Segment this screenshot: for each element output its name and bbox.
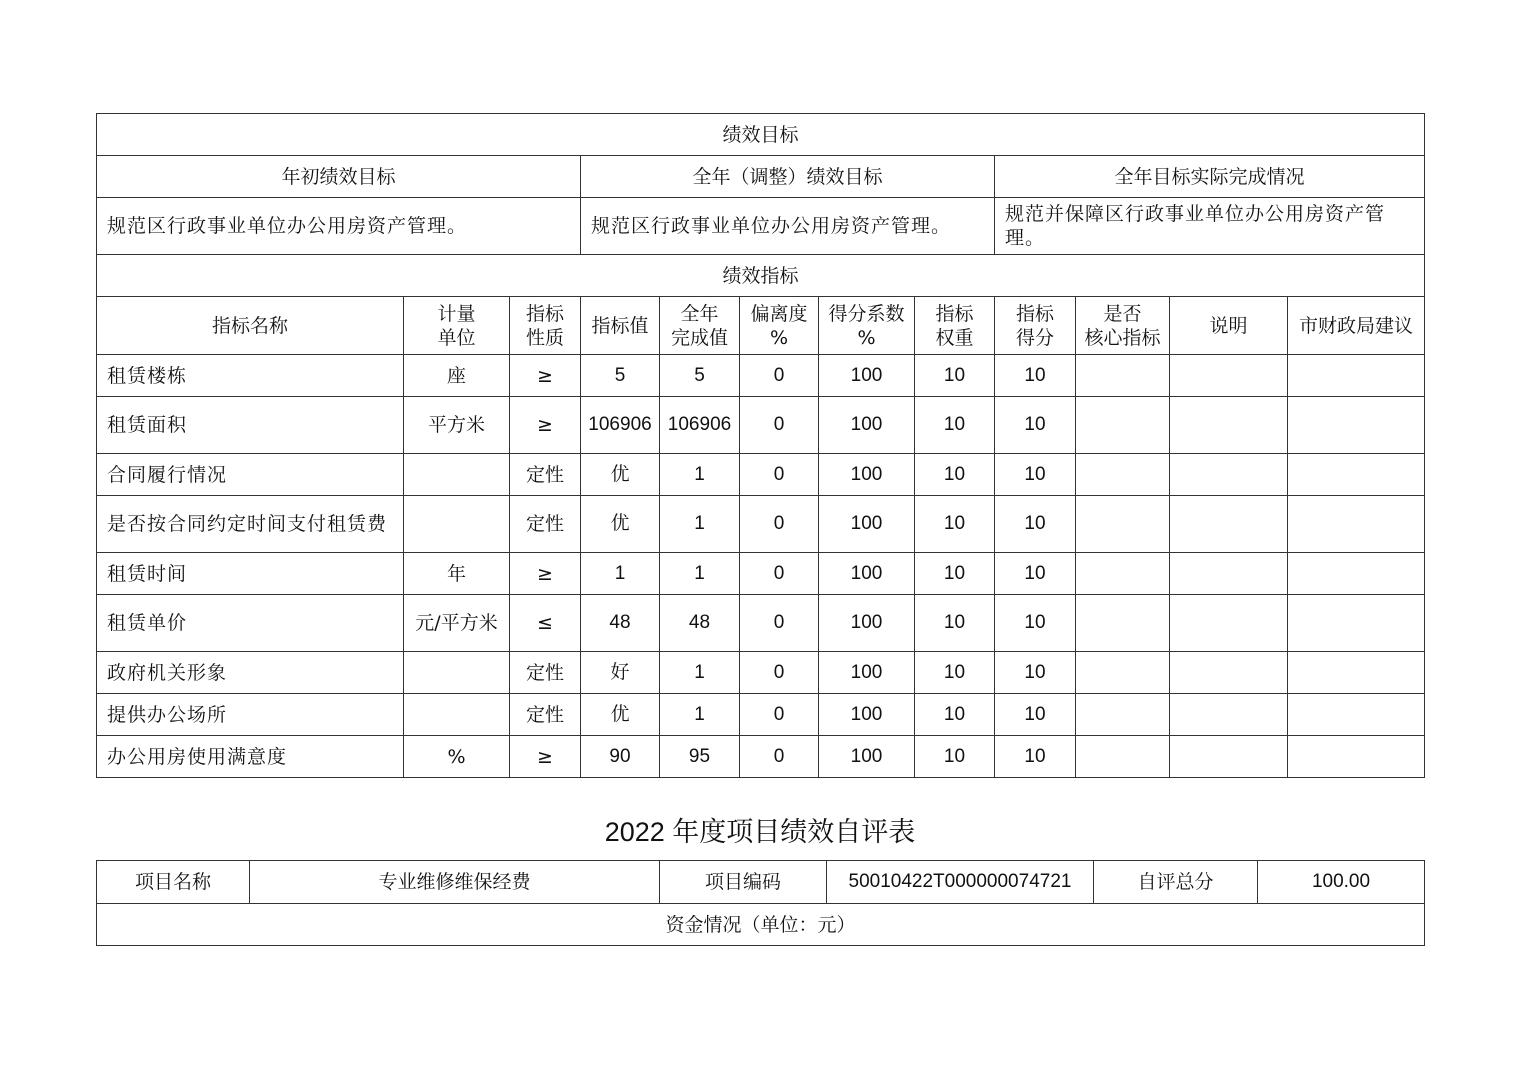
cell-actual-value: 106906: [660, 397, 740, 454]
cell-score-coefficient: 100: [819, 736, 915, 778]
cell-finance-advice: [1288, 553, 1425, 595]
cell-finance-advice: [1288, 595, 1425, 652]
cell-unit: 年: [404, 553, 510, 595]
cell-actual-value: 1: [660, 694, 740, 736]
cell-core-indicator: [1076, 397, 1170, 454]
goal-col-adjusted: 全年（调整）绩效目标: [581, 156, 995, 198]
cell-deviation: 0: [740, 736, 819, 778]
cell-target-value: 优: [581, 694, 660, 736]
cell-nature: ≥: [510, 355, 581, 397]
cell-indicator-name: 是否按合同约定时间支付租赁费: [97, 496, 404, 553]
cell-score: 10: [995, 397, 1076, 454]
cell-score-coefficient: 100: [819, 652, 915, 694]
indicator-section-header: 绩效指标: [97, 255, 1425, 297]
cell-score: 10: [995, 454, 1076, 496]
cell-score: 10: [995, 595, 1076, 652]
col-header-deviation: 偏离度 %: [740, 297, 819, 355]
cell-score-coefficient: 100: [819, 595, 915, 652]
cell-deviation: 0: [740, 652, 819, 694]
cell-note: [1170, 454, 1288, 496]
cell-indicator-name: 办公用房使用满意度: [97, 736, 404, 778]
cell-nature: ≤: [510, 595, 581, 652]
cell-unit: [404, 454, 510, 496]
project-code-value: 50010422T000000074721: [827, 861, 1094, 904]
col-header-finance-advice: 市财政局建议: [1288, 297, 1425, 355]
cell-indicator-name: 提供办公场所: [97, 694, 404, 736]
cell-weight: 10: [915, 454, 995, 496]
table-row: [97, 553, 1425, 595]
cell-unit: %: [404, 736, 510, 778]
cell-score-coefficient: 100: [819, 553, 915, 595]
cell-actual-value: 1: [660, 454, 740, 496]
cell-nature: ≥: [510, 553, 581, 595]
performance-table: [96, 113, 1425, 778]
cell-core-indicator: [1076, 694, 1170, 736]
cell-core-indicator: [1076, 454, 1170, 496]
cell-indicator-name: 租赁面积: [97, 397, 404, 454]
cell-score: 10: [995, 736, 1076, 778]
col-header-target-value: 指标值: [581, 297, 660, 355]
cell-target-value: 好: [581, 652, 660, 694]
cell-weight: 10: [915, 652, 995, 694]
cell-unit: [404, 694, 510, 736]
table-row: [97, 454, 1425, 496]
col-header-core-indicator: 是否 核心指标: [1076, 297, 1170, 355]
cell-score: 10: [995, 355, 1076, 397]
cell-note: [1170, 496, 1288, 553]
cell-note: [1170, 694, 1288, 736]
cell-target-value: 优: [581, 454, 660, 496]
col-header-indicator-name: 指标名称: [97, 297, 404, 355]
project-name-label: 项目名称: [97, 861, 250, 904]
project-code-label: 项目编码: [660, 861, 827, 904]
table-row: [97, 397, 1425, 454]
cell-nature: ≥: [510, 397, 581, 454]
table-row: [97, 595, 1425, 652]
cell-weight: 10: [915, 736, 995, 778]
cell-actual-value: 5: [660, 355, 740, 397]
cell-finance-advice: [1288, 355, 1425, 397]
cell-score-coefficient: 100: [819, 355, 915, 397]
cell-weight: 10: [915, 355, 995, 397]
cell-deviation: 0: [740, 595, 819, 652]
cell-weight: 10: [915, 694, 995, 736]
goal-value-initial: 规范区行政事业单位办公用房资产管理。: [97, 198, 581, 255]
cell-actual-value: 1: [660, 652, 740, 694]
cell-core-indicator: [1076, 652, 1170, 694]
col-header-score-coefficient: 得分系数 %: [819, 297, 915, 355]
col-header-unit: 计量 单位: [404, 297, 510, 355]
cell-target-value: 90: [581, 736, 660, 778]
cell-note: [1170, 355, 1288, 397]
cell-finance-advice: [1288, 694, 1425, 736]
cell-note: [1170, 397, 1288, 454]
cell-score-coefficient: 100: [819, 454, 915, 496]
cell-note: [1170, 736, 1288, 778]
col-header-weight: 指标 权重: [915, 297, 995, 355]
cell-target-value: 优: [581, 496, 660, 553]
cell-target-value: 5: [581, 355, 660, 397]
cell-target-value: 106906: [581, 397, 660, 454]
cell-unit: 座: [404, 355, 510, 397]
table-row: [97, 652, 1425, 694]
cell-note: [1170, 553, 1288, 595]
cell-note: [1170, 595, 1288, 652]
cell-score: 10: [995, 652, 1076, 694]
cell-target-value: 1: [581, 553, 660, 595]
goal-value-actual: 规范并保障区行政事业单位办公用房资产管理。: [995, 198, 1425, 255]
cell-nature: 定性: [510, 496, 581, 553]
funds-section-header: 资金情况（单位：元）: [97, 904, 1425, 946]
cell-core-indicator: [1076, 736, 1170, 778]
cell-deviation: 0: [740, 355, 819, 397]
goal-col-actual: 全年目标实际完成情况: [995, 156, 1425, 198]
table-row: [97, 496, 1425, 553]
cell-note: [1170, 652, 1288, 694]
cell-actual-value: 48: [660, 595, 740, 652]
col-header-nature: 指标 性质: [510, 297, 581, 355]
col-header-note: 说明: [1170, 297, 1288, 355]
cell-score-coefficient: 100: [819, 496, 915, 553]
self-evaluation-title: 2022 年度项目绩效自评表: [604, 817, 916, 847]
cell-score: 10: [995, 694, 1076, 736]
cell-unit: 平方米: [404, 397, 510, 454]
cell-finance-advice: [1288, 496, 1425, 553]
self-score-value: 100.00: [1258, 861, 1425, 904]
cell-unit: 元/平方米: [404, 595, 510, 652]
cell-finance-advice: [1288, 652, 1425, 694]
table-row: [97, 694, 1425, 736]
cell-indicator-name: 政府机关形象: [97, 652, 404, 694]
cell-finance-advice: [1288, 454, 1425, 496]
cell-target-value: 48: [581, 595, 660, 652]
cell-unit: [404, 496, 510, 553]
cell-indicator-name: 租赁单价: [97, 595, 404, 652]
cell-score-coefficient: 100: [819, 694, 915, 736]
cell-nature: ≥: [510, 736, 581, 778]
project-name-value: 专业维修维保经费: [250, 861, 660, 904]
cell-weight: 10: [915, 595, 995, 652]
cell-core-indicator: [1076, 553, 1170, 595]
goal-value-adjusted: 规范区行政事业单位办公用房资产管理。: [581, 198, 995, 255]
goal-section-header: 绩效目标: [97, 114, 1425, 156]
cell-nature: 定性: [510, 694, 581, 736]
col-header-score: 指标 得分: [995, 297, 1076, 355]
indicator-column-headers: [97, 297, 1425, 355]
cell-nature: 定性: [510, 652, 581, 694]
cell-score: 10: [995, 496, 1076, 553]
cell-deviation: 0: [740, 454, 819, 496]
cell-weight: 10: [915, 496, 995, 553]
self-score-label: 自评总分: [1094, 861, 1258, 904]
cell-indicator-name: 租赁楼栋: [97, 355, 404, 397]
cell-deviation: 0: [740, 397, 819, 454]
table-row: [97, 736, 1425, 778]
cell-actual-value: 1: [660, 553, 740, 595]
cell-nature: 定性: [510, 454, 581, 496]
cell-core-indicator: [1076, 496, 1170, 553]
cell-deviation: 0: [740, 694, 819, 736]
cell-actual-value: 1: [660, 496, 740, 553]
cell-deviation: 0: [740, 496, 819, 553]
self-evaluation-table: [96, 860, 1425, 946]
cell-finance-advice: [1288, 397, 1425, 454]
cell-core-indicator: [1076, 355, 1170, 397]
cell-unit: [404, 652, 510, 694]
table-row: [97, 355, 1425, 397]
cell-actual-value: 95: [660, 736, 740, 778]
cell-weight: 10: [915, 397, 995, 454]
cell-indicator-name: 合同履行情况: [97, 454, 404, 496]
indicator-rows: [97, 355, 1425, 778]
cell-finance-advice: [1288, 736, 1425, 778]
cell-score-coefficient: 100: [819, 397, 915, 454]
cell-weight: 10: [915, 553, 995, 595]
goal-col-initial: 年初绩效目标: [97, 156, 581, 198]
col-header-actual-value: 全年 完成值: [660, 297, 740, 355]
cell-indicator-name: 租赁时间: [97, 553, 404, 595]
cell-deviation: 0: [740, 553, 819, 595]
cell-core-indicator: [1076, 595, 1170, 652]
cell-score: 10: [995, 553, 1076, 595]
